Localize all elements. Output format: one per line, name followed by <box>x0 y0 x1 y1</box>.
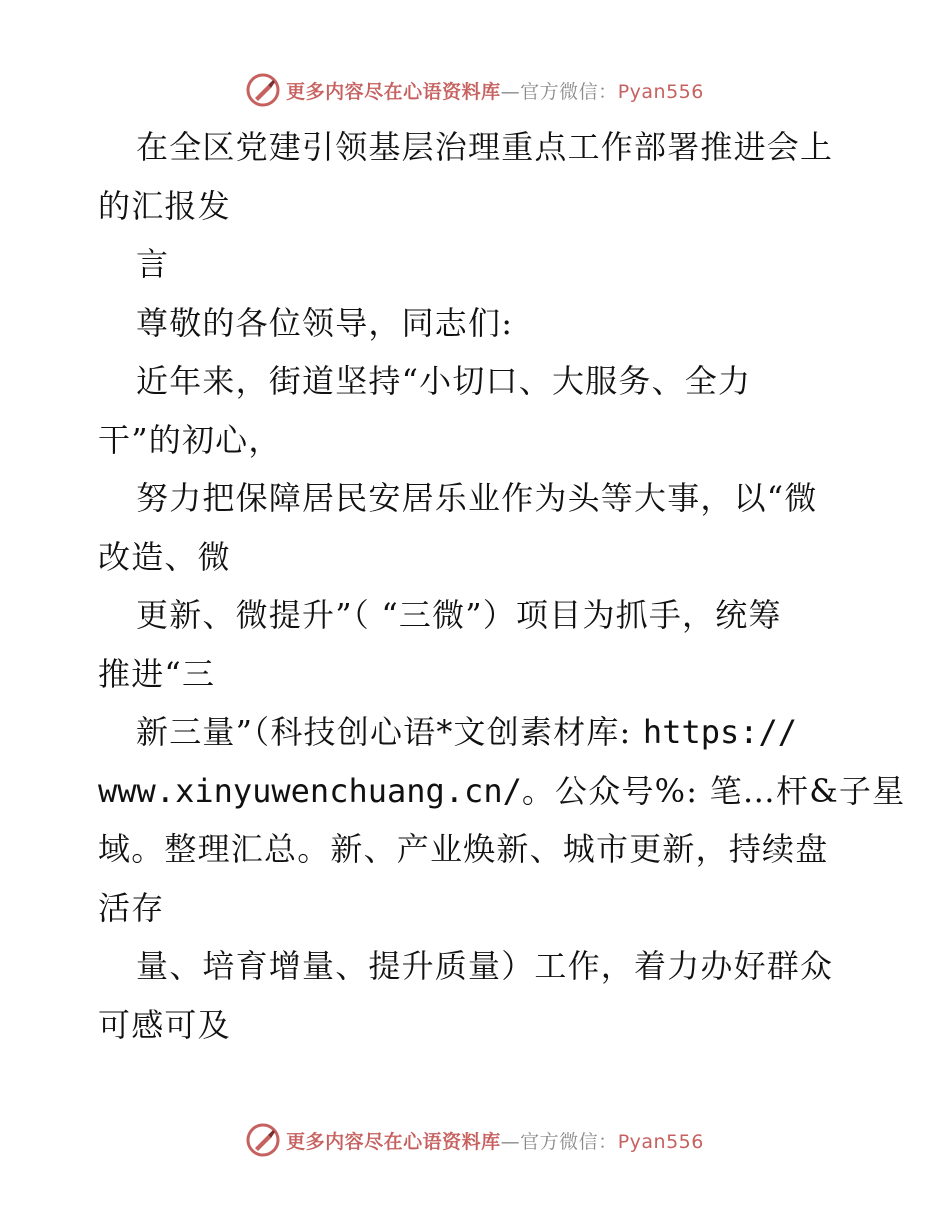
paragraph-line: 改造、微 <box>98 537 231 576</box>
title-line-1: 在全区党建引领基层治理重点工作部署推进会上 <box>136 128 834 166</box>
banner-text <box>286 1127 704 1154</box>
banner-site-text: 更多内容尽在心语资料库 <box>286 1130 501 1153</box>
banner-wechat-id: Pyan556 <box>617 80 704 103</box>
pen-logo-icon <box>246 73 280 107</box>
paragraph-line: 量、培育增量、提升质量）工作，着力办好群众 <box>136 947 834 985</box>
paragraph-line: 更新、微提升”（ “三微”）项目为抓手，统筹 <box>136 596 782 634</box>
header-banner <box>0 70 950 110</box>
paragraph-line: 推进“三 <box>98 654 216 693</box>
banner-wechat-id: Pyan556 <box>617 1130 704 1153</box>
paragraph-line <box>98 703 858 762</box>
title-line-2: 的汇报发 <box>98 186 231 225</box>
banner-separator: — <box>500 1130 521 1153</box>
title-line-3: 言 <box>136 245 170 283</box>
source-note-suffix: 。公众号%: 笔…杆&子星 <box>521 771 906 810</box>
paragraph-line: 域。整理汇总。新、产业焕新、城市更新，持续盘 <box>98 830 829 868</box>
footer-banner <box>0 1120 950 1160</box>
banner-site-text: 更多内容尽在心语资料库 <box>286 80 501 103</box>
source-url: www.xinyuwenchuang.cn/ <box>98 771 522 810</box>
paragraph-line: 努力把保障居民安居乐业作为头等大事，以“微 <box>136 479 818 517</box>
paragraph-line: 活存 <box>98 888 165 927</box>
paragraph-line: 可感可及 <box>98 1005 231 1044</box>
banner-separator: — <box>500 80 521 103</box>
salutation-line: 尊敬的各位领导，同志们: <box>136 303 514 342</box>
paragraph-line: 干”的初心， <box>98 420 282 459</box>
document-body <box>98 118 906 1054</box>
paragraph-line: 近年来，街道坚持“小切口、大服务、全力 <box>136 362 752 400</box>
pen-logo-icon <box>246 1123 280 1157</box>
source-url-prefix: https:// <box>642 713 798 751</box>
banner-wechat-label: 官方微信： <box>520 1130 618 1153</box>
paragraph-line <box>98 762 906 821</box>
banner-wechat-label: 官方微信： <box>520 80 618 103</box>
banner-text <box>286 77 704 104</box>
source-note-text: 新三量”（科技创心语*文创素材库: <box>136 713 643 751</box>
